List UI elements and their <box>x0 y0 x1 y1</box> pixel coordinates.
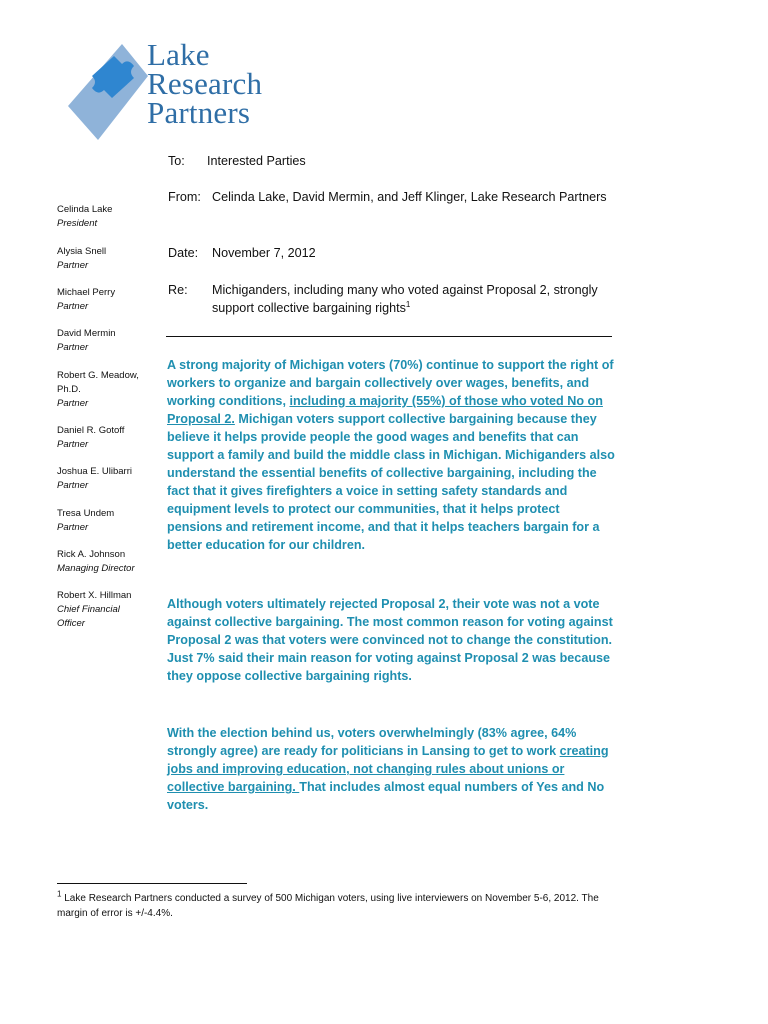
staff-title: Chief Financial Officer <box>57 604 120 629</box>
from-value-text: Celinda Lake, David Mermin, and Jeff Klinger, Lake Research Partners <box>212 190 607 204</box>
staff-entry <box>57 327 157 355</box>
to-label: To: <box>168 154 185 168</box>
logo-line-partners: Partners <box>147 95 251 130</box>
staff-name: Robert G. Meadow, Ph.D. <box>57 370 139 395</box>
staff-name: Alysia Snell <box>57 246 107 257</box>
p3-text-b: That includes almost equal numbers of Yes and No voters. <box>167 780 605 812</box>
body-paragraph-1 <box>167 356 617 554</box>
staff-title: Partner <box>57 439 89 450</box>
header-separator <box>166 336 612 337</box>
to-value: Interested Parties <box>207 154 306 168</box>
staff-entry <box>57 369 153 411</box>
p1-text-b: Michigan voters support collective bargaining because they believe it helps provide people the good wages and benefits that can support a family and build the middle class in Michigan. Michiganders also understand the essential benefits of collective bargaining, including the fact that it gives firefighters a voice in setting safety standards and equipment levels to protect our communities, that it helps protect pensions and retirement income, and that it helps teachers bargain for a better education for our children. <box>167 412 615 552</box>
staff-name: Celinda Lake <box>57 204 113 215</box>
staff-title: Partner <box>57 522 89 533</box>
staff-entry <box>57 465 157 493</box>
staff-entry <box>57 548 157 576</box>
p1-underlined: including a majority (55%) of those who voted No on Proposal 2. <box>167 394 603 426</box>
staff-name: Tresa Undem <box>57 508 115 519</box>
re-value-text: Michiganders, including many who voted against Proposal 2, strongly support collective bargaining rights <box>212 283 598 315</box>
staff-title: Managing Director <box>57 563 135 574</box>
staff-name: Michael Perry <box>57 287 116 298</box>
staff-name: David Mermin <box>57 328 116 339</box>
staff-entry <box>57 286 157 314</box>
from-label: From: <box>168 190 201 204</box>
staff-entry <box>57 589 149 631</box>
from-value <box>212 188 620 206</box>
staff-title: Partner <box>57 301 89 312</box>
staff-title: Partner <box>57 398 89 409</box>
staff-title: Partner <box>57 260 89 271</box>
p1-text-a: A strong majority of Michigan voters (70%) continue to support the right of workers to organize and bargain collectively over wages, benefits, and working conditions, <box>167 358 614 408</box>
staff-entry <box>57 424 157 452</box>
date-value: November 7, 2012 <box>212 246 316 260</box>
staff-title: Partner <box>57 342 89 353</box>
p3-underlined: creating jobs and improving education, not changing rules about unions or collective bargaining. <box>167 744 609 794</box>
body-paragraph-2 <box>167 595 617 685</box>
re-value <box>212 281 612 317</box>
date-label: Date: <box>168 246 199 260</box>
logo-line-lake: Lake <box>147 37 210 72</box>
body-paragraph-3 <box>167 724 617 814</box>
logo-line-research: Research <box>147 66 263 101</box>
staff-entry <box>57 203 157 231</box>
staff-name: Rick A. Johnson <box>57 549 126 560</box>
staff-title: President <box>57 218 98 229</box>
p3-text-a: With the election behind us, voters overwhelmingly (83% agree, 64% strongly agree) are ready for politicians in Lansing to get to work <box>167 726 577 758</box>
footnote-text: Lake Research Partners conducted a survey of 500 Michigan voters, using live interviewers on November 5-6, 2012. The margin of error is +/-4.4%. <box>57 893 599 919</box>
staff-name: Joshua E. Ulibarri <box>57 466 132 477</box>
company-logo-wordmark <box>147 37 263 130</box>
re-footnote-mark: 1 <box>405 299 411 309</box>
footnote-mark: 1 <box>57 889 62 899</box>
staff-name: Daniel R. Gotoff <box>57 425 125 436</box>
staff-entry <box>57 507 157 535</box>
staff-entry <box>57 245 157 273</box>
footnote <box>57 891 617 921</box>
staff-title: Partner <box>57 480 89 491</box>
staff-name: Robert X. Hillman <box>57 590 132 601</box>
re-label: Re: <box>168 283 188 297</box>
footnote-separator <box>57 883 247 884</box>
p2-text: Although voters ultimately rejected Proposal 2, their vote was not a vote against collective bargaining. The most common reason for voting against Proposal 2 was that voters were convinced not to change the constitution. Just 7% said their main reason for voting against Proposal 2 was because they oppose collective bargaining rights. <box>167 597 613 683</box>
